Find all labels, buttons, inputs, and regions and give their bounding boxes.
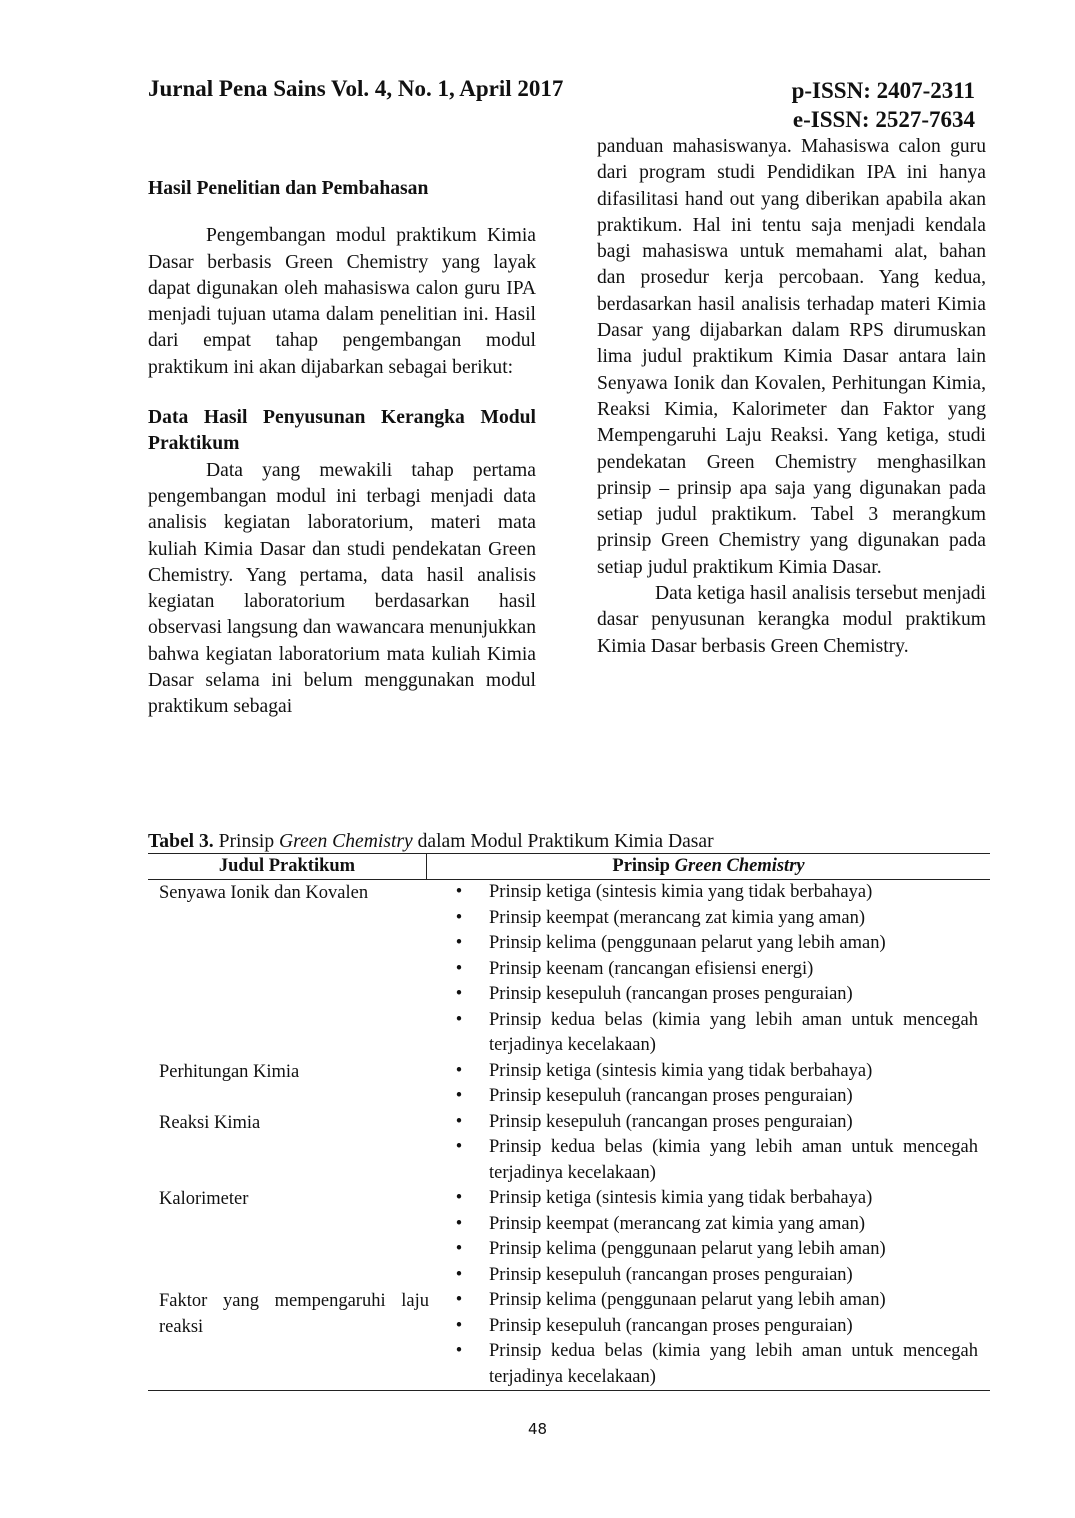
- principle-list: [429, 1186, 990, 1288]
- bullet-glyph: •: [455, 907, 463, 928]
- bullet-icon: [429, 1135, 489, 1186]
- list-item: [429, 1237, 978, 1263]
- bullet-icon: [429, 1008, 489, 1059]
- bullet-glyph: •: [455, 1137, 463, 1157]
- bullet-icon: [429, 1288, 489, 1314]
- practicum-title: Reaksi Kimia: [159, 1112, 261, 1133]
- list-item: [429, 957, 978, 983]
- column-header-principles: [427, 854, 990, 879]
- column-header-italic: Green Chemistry: [674, 856, 805, 876]
- principle-text: Prinsip keempat (merancang zat kimia yang aman): [489, 907, 866, 928]
- bullet-icon: [429, 1263, 489, 1289]
- practicum-title: Perhitungan Kimia: [159, 1061, 300, 1082]
- bullet-icon: [429, 1110, 489, 1136]
- bullet-glyph: •: [455, 1009, 463, 1030]
- paragraph: Pengembangan modul praktikum Kimia Dasar berbasis Green Chemistry yang layak dapat digunakan oleh mahasiswa calon guru IPA menjadi tujuan utama dalam penelitian ini. Hasil dari empat tahap pengembangan modul praktikum ini akan dijabarkan sebagai berikut:: [148, 225, 536, 378]
- bullet-icon: [429, 931, 489, 957]
- list-item: [429, 1084, 978, 1110]
- principle-text: Prinsip kesepuluh (rancangan proses penguraian): [489, 1111, 853, 1132]
- bullet-icon: [429, 1314, 489, 1340]
- table-row: [148, 1059, 990, 1110]
- bullet-glyph: •: [455, 1086, 463, 1106]
- table-row: [148, 1288, 990, 1390]
- principle-text: Prinsip kesepuluh (rancangan proses penguraian): [489, 1264, 853, 1285]
- bullet-glyph: •: [455, 958, 463, 979]
- p-issn: p-ISSN: 2407-2311: [791, 78, 975, 103]
- column-header-title: Judul Praktikum: [148, 854, 427, 879]
- table-caption-label: Tabel 3.: [148, 831, 214, 852]
- practicum-title: Senyawa Ionik dan Kovalen: [159, 883, 369, 903]
- bullet-glyph: •: [455, 1264, 463, 1285]
- list-item: [429, 1263, 978, 1289]
- subsection-heading: Data Hasil Penyusunan Kerangka Modul Praktikum: [148, 407, 536, 455]
- list-item: [429, 1212, 978, 1238]
- bullet-icon: [429, 1237, 489, 1263]
- journal-title: Jurnal Pena Sains Vol. 4, No. 1, April 2017: [148, 76, 564, 101]
- bullet-glyph: •: [455, 1315, 463, 1336]
- principle-text: Prinsip ketiga (sintesis kimia yang tidak berbahaya): [489, 882, 873, 902]
- list-item: [429, 1288, 978, 1314]
- table-row: [148, 1186, 990, 1288]
- bullet-icon: [429, 1339, 489, 1390]
- principle-text: Prinsip kedua belas (kimia yang lebih aman untuk mencegah terjadinya kecelakaan): [489, 1341, 978, 1387]
- practicum-title: Faktor yang mempengaruhi laju reaksi: [159, 1291, 429, 1337]
- list-item: [429, 982, 978, 1008]
- section-heading: Hasil Penelitian dan Pembahasan: [148, 178, 429, 199]
- principles-table: [148, 853, 990, 1391]
- column-header-pre: Prinsip: [612, 856, 675, 876]
- list-item: [429, 1059, 978, 1085]
- bullet-glyph: •: [455, 1213, 463, 1234]
- list-item: [429, 1186, 978, 1212]
- paragraph: Data yang mewakili tahap pertama pengembangan modul ini terbagi menjadi data analisis kegiatan laboratorium, materi mata kuliah Kimia Dasar dan studi pendekatan Green Chemistry. Yang pertama, data hasil analisis kegiatan laboratorium berdasarkan hasil observasi langsung dan wawancara menunjukkan bahwa kegiatan laboratorium mata kuliah Kimia Dasar selama ini belum menggunakan modul praktikum sebagai: [148, 459, 536, 718]
- list-item: [429, 931, 978, 957]
- practicum-title: Kalorimeter: [159, 1189, 249, 1209]
- bullet-icon: [429, 1084, 489, 1110]
- principle-text: Prinsip kesepuluh (rancangan proses penguraian): [489, 1315, 853, 1336]
- bullet-glyph: •: [455, 933, 463, 953]
- paragraph: Data ketiga hasil analisis tersebut menjadi dasar penyusunan kerangka modul praktikum Kimia Dasar berbasis Green Chemistry.: [597, 583, 986, 657]
- bullet-glyph: •: [455, 984, 463, 1004]
- bullet-glyph: •: [455, 1060, 463, 1081]
- list-item: [429, 906, 978, 932]
- bullet-icon: [429, 1212, 489, 1238]
- principle-text: Prinsip kelima (penggunaan pelarut yang lebih aman): [489, 933, 886, 953]
- left-column: [148, 176, 536, 721]
- bullet-icon: [429, 957, 489, 983]
- bullet-icon: [429, 880, 489, 906]
- list-item: [429, 1008, 978, 1059]
- principle-text: Prinsip keenam (rancangan efisiensi energi): [489, 958, 814, 979]
- principle-text: Prinsip kedua belas (kimia yang lebih aman untuk mencegah terjadinya kecelakaan): [489, 1137, 978, 1183]
- principle-text: Prinsip kelima (penggunaan pelarut yang lebih aman): [489, 1290, 886, 1310]
- principle-text: Prinsip kedua belas (kimia yang lebih aman untuk mencegah terjadinya kecelakaan): [489, 1009, 978, 1055]
- principle-text: Prinsip keempat (merancang zat kimia yang aman): [489, 1213, 866, 1234]
- principle-list: [429, 1059, 990, 1110]
- bullet-glyph: •: [455, 1290, 463, 1310]
- table-caption-italic: Green Chemistry: [279, 831, 413, 852]
- bullet-icon: [429, 1186, 489, 1212]
- bullet-icon: [429, 906, 489, 932]
- principle-text: Prinsip kesepuluh (rancangan proses penguraian): [489, 1086, 853, 1106]
- list-item: [429, 1314, 978, 1340]
- bullet-glyph: •: [455, 1188, 463, 1208]
- list-item: [429, 880, 978, 906]
- paragraph: panduan mahasiswanya. Mahasiswa calon guru dari program studi Pendidikan IPA ini hanya difasilitasi hand out yang diberikan apabila akan praktikum. Hal ini tentu saja menjadi kendala bagi mahasiswa untuk memahami alat, bahan dan prosedur kerja percobaan. Yang kedua, berdasarkan hasil analisis terhadap materi Kimia Dasar yang dijabarkan dalam RPS dirumuskan lima judul praktikum Kimia Dasar antara lain Senyawa Ionik dan Kovalen, Perhitungan Kimia, Reaksi Kimia, Kalorimeter dan Faktor yang Mempengaruhi Laju Reaksi. Yang ketiga, studi pendekatan Green Chemistry menghasilkan prinsip – prinsip apa saja yang digunakan pada setiap judul praktikum. Tabel 3 merangkum prinsip Green Chemistry yang digunakan pada setiap judul praktikum Kimia Dasar.: [597, 136, 986, 578]
- principle-text: Prinsip ketiga (sintesis kimia yang tidak berbahaya): [489, 1060, 873, 1081]
- table-body: [148, 880, 990, 1390]
- principle-text: Prinsip ketiga (sintesis kimia yang tidak berbahaya): [489, 1188, 873, 1208]
- principle-text: Prinsip kesepuluh (rancangan proses penguraian): [489, 984, 853, 1004]
- bullet-glyph: •: [455, 1239, 463, 1259]
- bullet-icon: [429, 1059, 489, 1085]
- list-item: [429, 1339, 978, 1390]
- table-header-row: [148, 854, 990, 880]
- page-number: 48: [527, 1420, 548, 1438]
- principle-list: [429, 880, 990, 1059]
- principle-list: [429, 1110, 990, 1187]
- list-item: [429, 1110, 978, 1136]
- table-caption: [148, 830, 714, 854]
- bullet-glyph: •: [455, 882, 463, 902]
- table-caption-pre: Prinsip: [213, 831, 280, 852]
- principle-list: [429, 1288, 990, 1390]
- bullet-icon: [429, 982, 489, 1008]
- table-caption-post: dalam Modul Praktikum Kimia Dasar: [412, 831, 714, 852]
- issn-block: [792, 76, 975, 134]
- table-row: [148, 880, 990, 1059]
- right-column: [597, 134, 986, 660]
- e-issn: e-ISSN: 2527-7634: [792, 107, 975, 132]
- table-row: [148, 1110, 990, 1187]
- bullet-glyph: •: [455, 1111, 463, 1132]
- bullet-glyph: •: [455, 1341, 463, 1361]
- list-item: [429, 1135, 978, 1186]
- principle-text: Prinsip kelima (penggunaan pelarut yang lebih aman): [489, 1239, 886, 1259]
